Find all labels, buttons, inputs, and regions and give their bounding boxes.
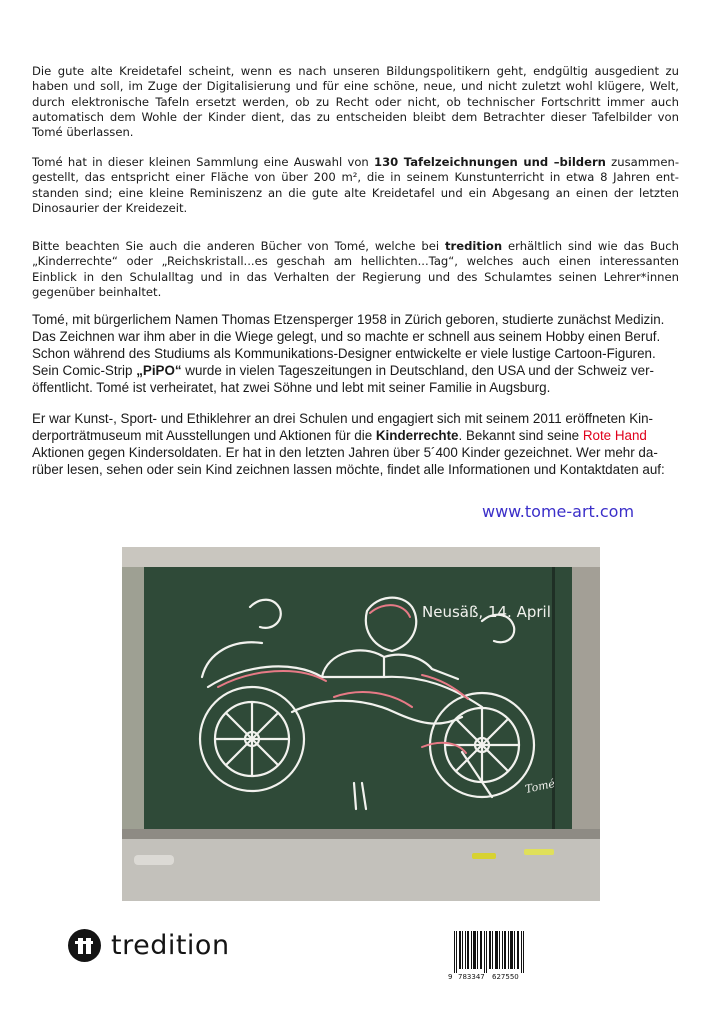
bio-text-1-bold: „PiPO“ (136, 363, 182, 378)
intro-text-3b: erhältlich sind wie das Buch „Kinderrechte“ oder „Reichskristall...es geschah am hellichten...Tag“, welches auch einen interessanten Einblick in den Schulalltag und in das Verhalten der Regierung und des Schulamtes seinen Lehrer*innen gegenüber beinhaltet. (32, 239, 679, 299)
chalkboard-photo (122, 547, 600, 901)
rote-hand-text: Rote Hand (582, 428, 647, 443)
intro-text-3a: Bitte beachten Sie auch die anderen Bücher von Tomé, welche bei (32, 239, 445, 253)
bio-text-2-bold: Kinderrechte (375, 428, 459, 443)
intro-text-2-bold: 130 Tafelzeichnungen und –bildern (374, 155, 606, 169)
website-link[interactable]: www.tome-art.com (482, 502, 635, 521)
isbn-barcode (448, 931, 528, 983)
chalkboard-illustration (122, 547, 600, 901)
chalk-signature-text: Tomé (523, 776, 557, 796)
barcode-digit-c: 627550 (492, 973, 519, 981)
intro-text-3-bold: tredition (445, 239, 503, 253)
intro-text-2b: zusammen-gestellt, das entspricht einer Fläche von über 200 m², die in seinem Kunstunterricht in etwa 8 Jahren ent-standen sind; eine kleine Reminiszenz an die gute alte Kreidetafel und ein Abgesang an einen der letzten Dinosaurier der Kreidezeit. (32, 155, 679, 215)
barcode-digit-a: 9 (448, 973, 453, 981)
bio-text-2a: Er war Kunst-, Sport- und Ethiklehrer an drei Schulen und engagiert sich mit seinem 2011 eröffneten Kin-derporträtmuseum mit Ausstellungen und Aktionen für die (32, 411, 654, 443)
publisher-name: tredition (111, 929, 230, 961)
chalk-date-text: Neusäß, 14. April (422, 603, 551, 621)
bio-text-2b: . Bekannt sind seine (458, 428, 583, 443)
bio-text-1a: Tomé, mit bürgerlichem Namen Thomas Etzensperger 1958 in Zürich geboren, studierte zunächst Medizin. Das Zeichnen war ihm aber in die Wiege gelegt, und so machte er schnell aus seinem Hobby einen Beruf. Schon während des Studiums als Kommunikations-Designer entwickelte er viele lustige Cartoon-Figuren. Sein Comic-Strip (32, 312, 665, 378)
bio-paragraph-1 (32, 311, 682, 396)
intro-text-2a: Tomé hat in dieser kleinen Sammlung eine Auswahl von (32, 155, 374, 169)
barcode-digit-b: 783347 (458, 973, 485, 981)
intro-paragraph-2 (32, 155, 679, 216)
publisher-logo (68, 927, 230, 963)
bio-paragraph-2 (32, 410, 682, 478)
bio-text-1b: wurde in vielen Tageszeitungen in Deutschland, den USA und der Schweiz ver- öffentlicht. Tomé ist verheiratet, hat zwei Söhne und lebt mit seiner Familie in Augsburg. (32, 363, 655, 395)
bio-text-2c: Aktionen gegen Kindersoldaten. Er hat in den letzten Jahren über 5´400 Kinder gezeichnet. Wer mehr da-rüber lesen, sehen oder sein Kind zeichnen lassen möchte, findet alle Informationen und Kontaktdaten auf: (32, 445, 665, 477)
intro-text-1: Die gute alte Kreidetafel scheint, wenn es nach unseren Bildungspolitikern geht, endgültig ausgedient zu haben und soll, im Zuge der Digitalisierung und für eine schöne, neue, und nicht zuletzt wohl klügere, Welt, durch elektronische Tafeln ersetzt werden, ob zu Recht oder nicht, ob technischer Fortschritt immer auch automatisch dem Wohle der Kinder dient, das zu entscheiden bleibt dem Betrachter dieser Tafelbilder von Tomé überlassen. (32, 64, 679, 140)
intro-paragraph-1 (32, 64, 679, 140)
intro-paragraph-3 (32, 239, 679, 300)
tredition-logo-icon (68, 929, 101, 962)
barcode-bars (448, 931, 528, 973)
